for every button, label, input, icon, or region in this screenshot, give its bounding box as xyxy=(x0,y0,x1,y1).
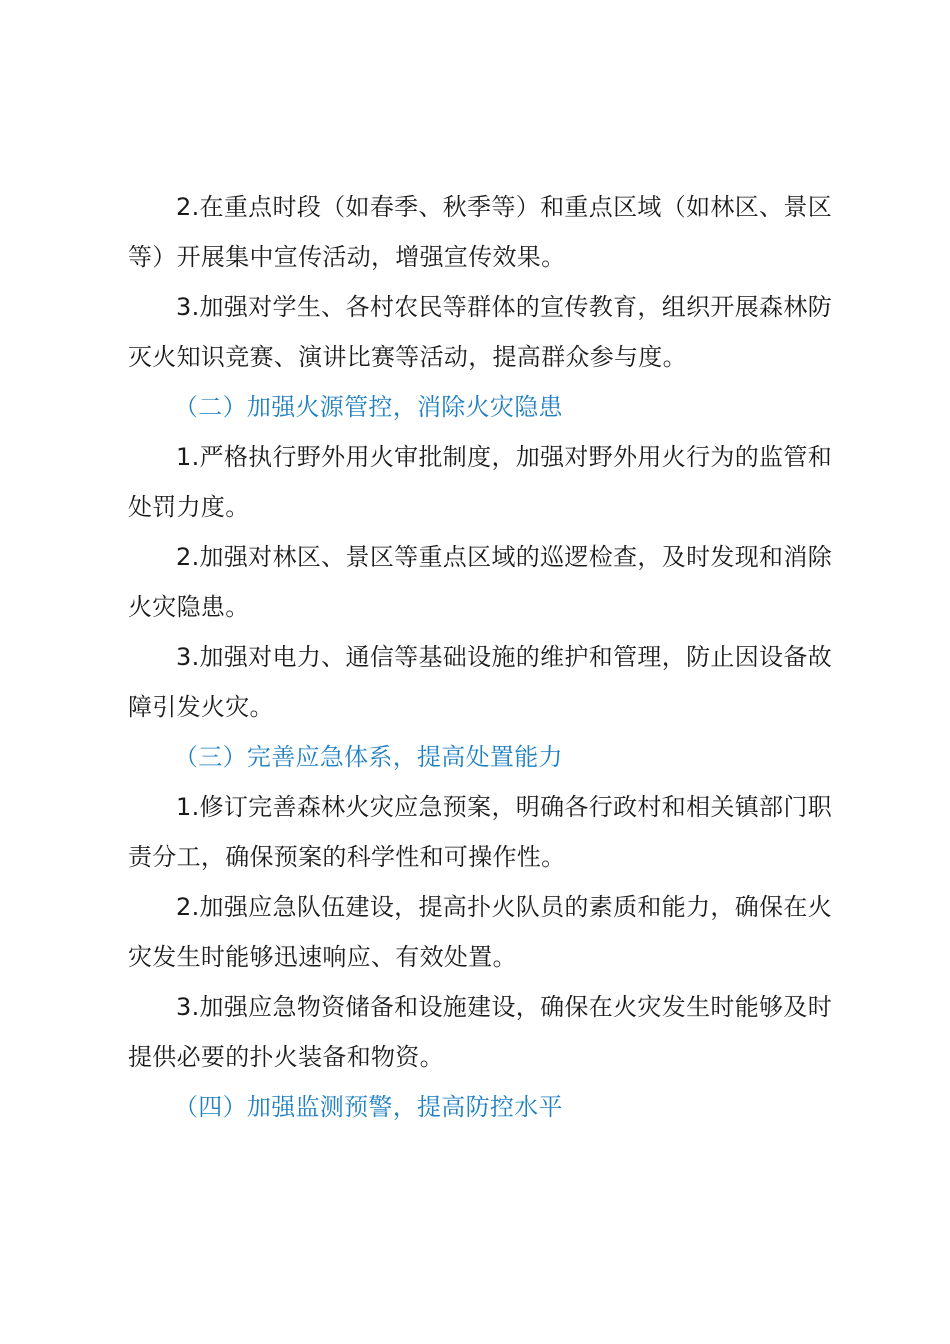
paragraph-emergency-team: 2.加强应急队伍建设，提高扑火队员的素质和能力，确保在火灾发生时能够迅速响应、有效处置。 xyxy=(128,893,832,971)
paragraph-outdoor-fire-approval: 1.严格执行野外用火审批制度，加强对野外用火行为的监管和处罚力度。 xyxy=(128,443,832,521)
paragraph-emergency-plan: 1.修订完善森林火灾应急预案，明确各行政村和相关镇部门职责分工，确保预案的科学性和可操作性。 xyxy=(128,793,832,871)
section-heading-fire-source-control: （二）加强火源管控，消除火灾隐患 xyxy=(174,393,563,421)
section-heading-emergency-system: （三）完善应急体系，提高处置能力 xyxy=(174,743,563,771)
document-page xyxy=(128,182,832,1132)
paragraph-patrol-inspection: 2.加强对林区、景区等重点区域的巡逻检查，及时发现和消除火灾隐患。 xyxy=(128,543,832,621)
paragraph-infrastructure-maintenance: 3.加强对电力、通信等基础设施的维护和管理，防止因设备故障引发火灾。 xyxy=(128,643,832,721)
paragraph-publicity-education: 3.加强对学生、各村农民等群体的宣传教育，组织开展森林防灭火知识竞赛、演讲比赛等活动，提高群众参与度。 xyxy=(128,293,832,371)
paragraph-publicity-key-periods: 2.在重点时段（如春季、秋季等）和重点区域（如林区、景区等）开展集中宣传活动，增强宣传效果。 xyxy=(128,193,832,271)
paragraph-emergency-supplies: 3.加强应急物资储备和设施建设，确保在火灾发生时能够及时提供必要的扑火装备和物资。 xyxy=(128,993,832,1071)
section-heading-monitoring-warning: （四）加强监测预警，提高防控水平 xyxy=(174,1093,563,1121)
